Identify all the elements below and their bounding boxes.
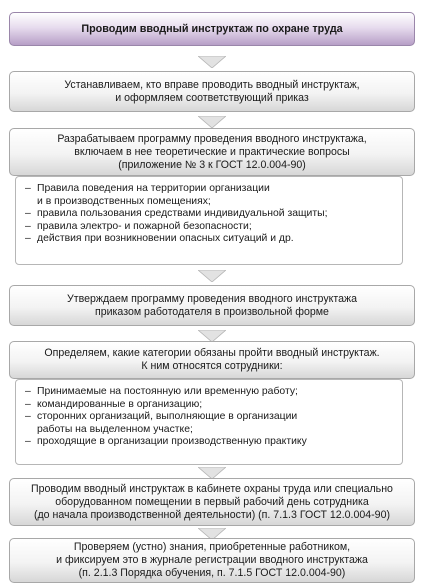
step-box-develop-program [9, 128, 415, 176]
list-item: – Правила поведения на территории организации и в производственных помещениях; [25, 183, 394, 208]
flow-arrow [198, 270, 226, 282]
program-topics-list [15, 176, 403, 265]
step-box-approve-program [9, 285, 415, 326]
list-item: – правила электро- и пожарной безопасности; [25, 221, 394, 234]
step-text: Проверяем (устно) знания, приобретенные работником, и фиксируем это в журнале регистрации вводного инструктажа (п. 2.1.3 Порядка обучения, п. 7.1.5 ГОСТ 12.0.004-90) [56, 541, 368, 579]
step-text: Проводим вводный инструктаж в кабинете охраны труда или специально оборудованном помещении в первый рабочий день сотрудника (до начала производственной деятельности) (п. 7.1.3 ГОСТ 12.0.004-90) [31, 482, 393, 521]
step-box-define-categories [9, 341, 415, 379]
title-box [9, 12, 415, 46]
title-text: Проводим вводный инструктаж по охране труда [81, 22, 343, 35]
list-item: – правила пользования средствами индивидуальной защиты; [25, 208, 394, 221]
step-box-check-knowledge [9, 538, 415, 583]
step-text: Утверждаем программу проведения вводного инструктажа приказом работодателя в произвольной форме [67, 292, 357, 318]
step-text: Разрабатываем программу проведения вводного инструктажа, включаем в нее теоретические и практические вопросы (приложение № 3 к ГОСТ 12.0.004-90) [57, 132, 367, 171]
step-box-assign-instructor [9, 71, 415, 112]
step-text: Определяем, какие категории обязаны пройти вводный инструктаж. К ним относятся сотрудники: [44, 347, 380, 372]
flow-arrow [198, 116, 226, 128]
flow-arrow [198, 56, 226, 68]
employee-categories-list [15, 379, 403, 465]
step-text: Устанавливаем, кто вправе проводить вводный инструктаж, и оформляем соответствующий приказ [64, 78, 360, 104]
list-item: – сторонних организаций, выполняющие в организации работы на выделенном участке; [25, 411, 394, 436]
list-item: – действия при возникновении опасных ситуаций и др. [25, 233, 394, 246]
list-item: – Принимаемые на постоянную или временную работу; [25, 386, 394, 399]
step-box-conduct-briefing [9, 478, 415, 526]
list-item: – командированные в организацию; [25, 399, 394, 412]
list-item: – проходящие в организации производственную практику [25, 436, 394, 449]
